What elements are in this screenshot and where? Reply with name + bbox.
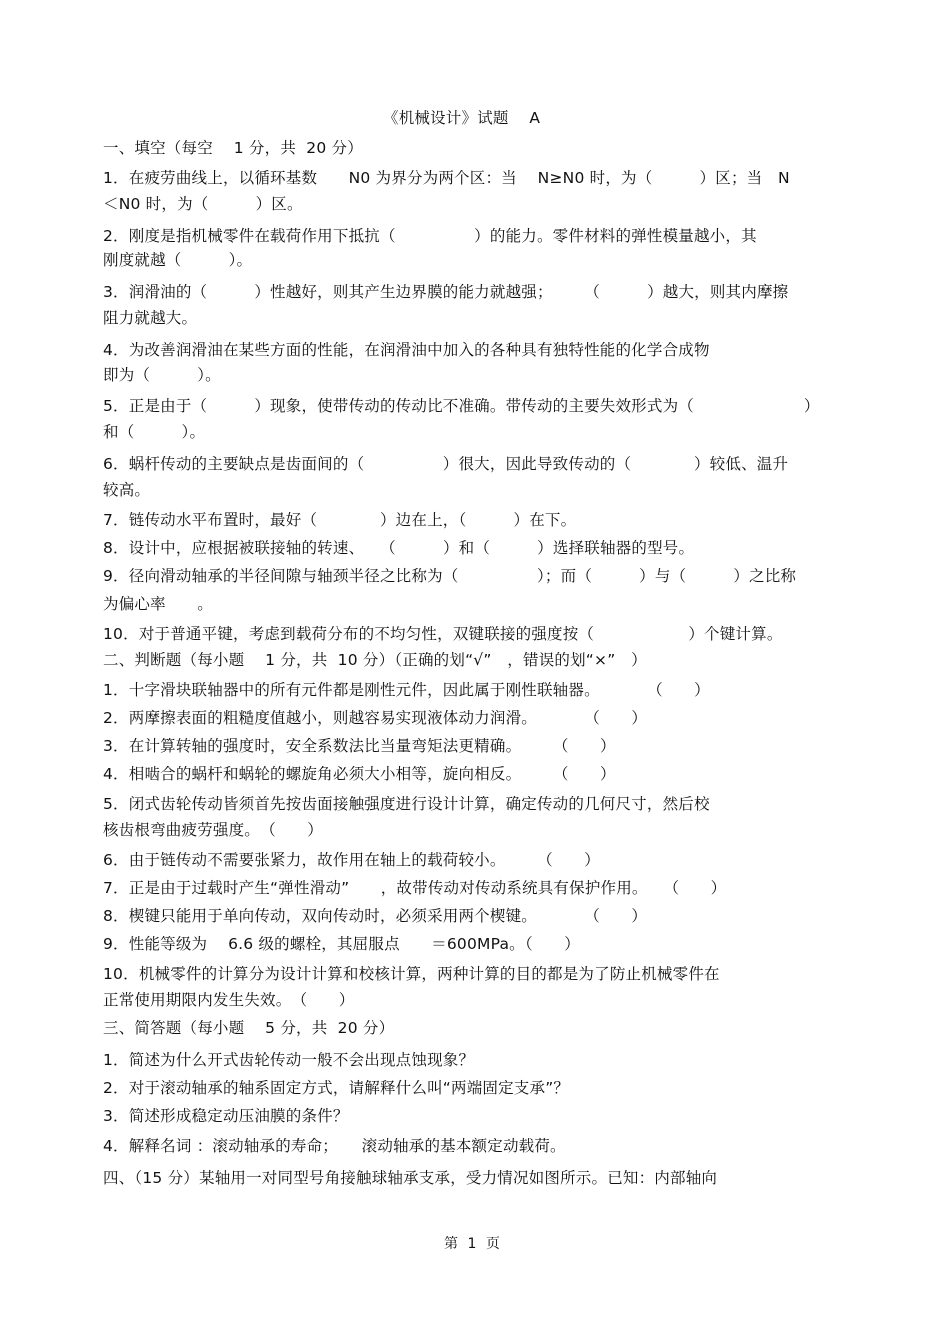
page-number: 第 1 页 <box>444 1236 501 1252</box>
q2-1: 1．十字滑块联轴器中的所有元件都是刚性元件，因此属于刚性联轴器。 （ ） <box>103 681 710 699</box>
q2-8: 8．楔键只能用于单向传动，双向传动时，必须采用两个楔键。 （ ） <box>103 907 648 925</box>
q1-4-line-2: 即为（ ）。 <box>103 366 221 384</box>
q1-6-line-1: 6．蜗杆传动的主要缺点是齿面间的（ ）很大，因此导致传动的（ ）较低、温升 <box>103 455 789 473</box>
q3-3: 3．简述形成稳定动压油膜的条件？ <box>103 1107 349 1125</box>
q2-3: 3．在计算转轴的强度时，安全系数法比当量弯矩法更精确。 （ ） <box>103 737 616 755</box>
q1-3-line-1: 3．润滑油的（ ）性越好，则其产生边界膜的能力就越强； （ ）越大，则其内摩擦 <box>103 283 789 301</box>
q3-1: 1．简述为什么开式齿轮传动一般不会出现点蚀现象？ <box>103 1051 475 1069</box>
section-3-heading: 三、简答题（每小题 5 分，共 20 分） <box>103 1019 395 1037</box>
section-4-heading: 四、（15 分）某轴用一对同型号角接触球轴承支承，受力情况如图所示。已知：内部轴向 <box>103 1169 718 1187</box>
q3-2: 2．对于滚动轴承的轴系固定方式，请解释什么叫“两端固定支承”？ <box>103 1079 570 1097</box>
q1-7: 7．链传动水平布置时，最好（ ）边在上，（ ）在下。 <box>103 511 577 529</box>
q2-4: 4．相啮合的蜗杆和蜗轮的螺旋角必须大小相等，旋向相反。 （ ） <box>103 765 616 783</box>
q1-6-line-2: 较高。 <box>103 481 151 499</box>
q1-4-line-1: 4．为改善润滑油在某些方面的性能，在润滑油中加入的各种具有独特性能的化学合成物 <box>103 341 710 359</box>
q2-6: 6．由于链传动不需要张紧力，故作用在轴上的载荷较小。 （ ） <box>103 851 600 869</box>
q1-2-line-1: 2．刚度是指机械零件在载荷作用下抵抗（ ）的能力。零件材料的弹性模量越小，其 <box>103 227 757 245</box>
q1-2-line-2: 刚度就越（ ）。 <box>103 251 253 269</box>
q3-4: 4．解释名词 ：滚动轴承的寿命； 滚动轴承的基本额定动载荷。 <box>103 1137 566 1155</box>
q2-10-line-1: 10．机械零件的计算分为设计计算和校核计算，两种计算的目的都是为了防止机械零件在 <box>103 965 720 983</box>
exam-title: 《机械设计》试题 A <box>383 109 541 127</box>
q2-7: 7．正是由于过载时产生“弹性滑动” ，故带传动对传动系统具有保护作用。 （ ） <box>103 879 727 897</box>
q1-5-line-2: 和（ ）。 <box>103 423 206 441</box>
section-1-heading: 一、填空（每空 1 分，共 20 分） <box>103 139 363 157</box>
q1-10: 10．对于普通平键，考虑到载荷分布的不均匀性，双键联接的强度按（ ）个键计算。 <box>103 625 783 643</box>
q1-1-line-2: ＜N0 时，为（ ）区。 <box>103 195 303 213</box>
q1-9-line-1: 9．径向滑动轴承的半径间隙与轴颈半径之比称为（ ）；而（ ）与（ ）之比称 <box>103 567 797 585</box>
q2-5-line-1: 5．闭式齿轮传动皆须首先按齿面接触强度进行设计计算，确定传动的几何尺寸，然后校 <box>103 795 710 813</box>
q1-8: 8．设计中，应根据被联接轴的转速、 （ ）和（ ）选择联轴器的型号。 <box>103 539 695 557</box>
q1-9-line-2: 为偏心率 。 <box>103 595 213 613</box>
q2-5-line-2: 核齿根弯曲疲劳强度。 （ ） <box>103 821 324 839</box>
q1-5-line-1: 5．正是由于（ ）现象，使带传动的传动比不准确。带传动的主要失效形式为（ ） <box>103 397 820 415</box>
section-2-heading: 二、判断题（每小题 1 分，共 10 分）（正确的划“√” ，错误的划“×” ） <box>103 651 647 669</box>
q2-9: 9．性能等级为 6.6 级的螺栓，其屈服点 ＝600MPa。（ ） <box>103 935 580 953</box>
q2-2: 2．两摩擦表面的粗糙度值越小，则越容易实现液体动力润滑。 （ ） <box>103 709 648 727</box>
q2-10-line-2: 正常使用期限内发生失效。 （ ） <box>103 991 355 1009</box>
q1-1-line-1: 1．在疲劳曲线上，以循环基数 N0 为界分为两个区：当 N≥N0 时，为（ ）区；当 N <box>103 169 790 187</box>
q1-3-line-2: 阻力就越大。 <box>103 309 198 327</box>
